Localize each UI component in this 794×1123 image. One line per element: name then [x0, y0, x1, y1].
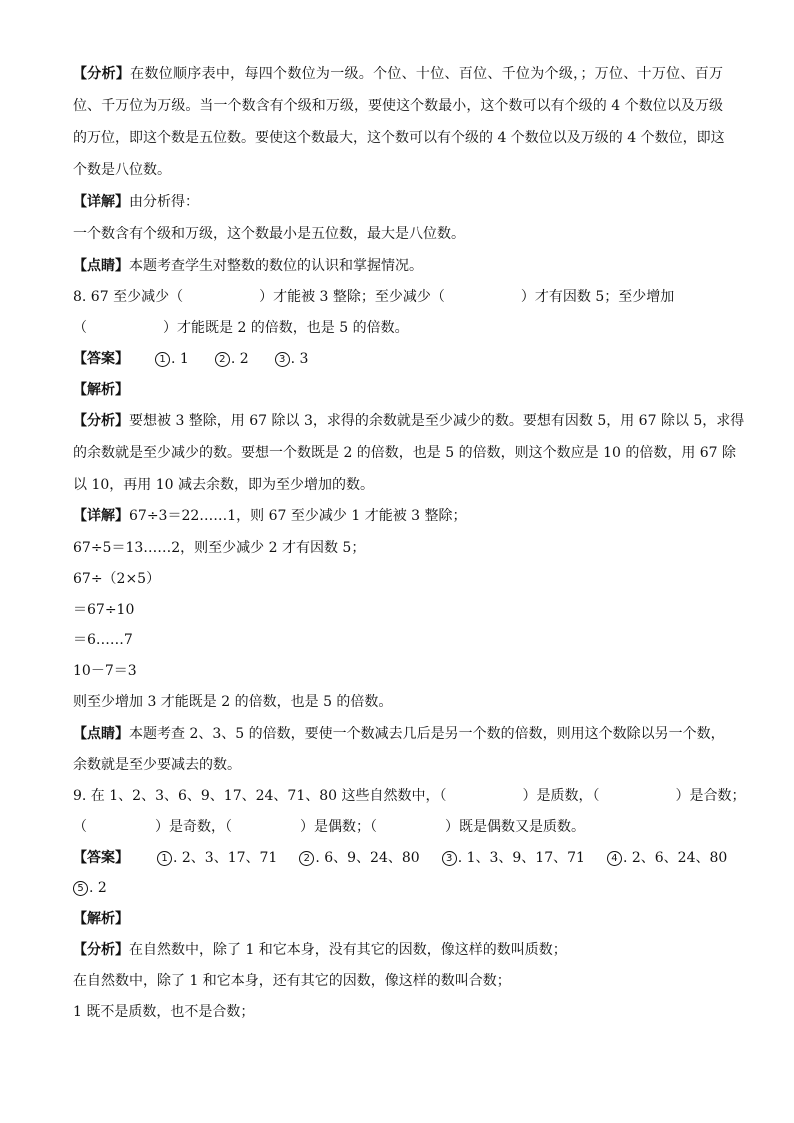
- circled-number: 2: [215, 352, 230, 367]
- prev-analysis-line-3: [73, 128, 723, 148]
- analysis-tag: 【分析】: [73, 942, 129, 958]
- detail-tag: 【详解】: [73, 194, 129, 210]
- text: 本题考查学生对整数的数位的认识和掌握情况。: [129, 258, 423, 274]
- q8-answer-line: [73, 349, 723, 369]
- text: . 1: [171, 351, 189, 367]
- q8-detail-line-3: [73, 569, 723, 589]
- text: . 3: [290, 351, 309, 367]
- q8-detail-line-6: [73, 661, 723, 681]
- text: 由分析得：: [129, 194, 199, 210]
- circled-number: 3: [275, 352, 290, 367]
- circled-number: 4: [607, 851, 622, 866]
- circled-number: 2: [299, 851, 314, 866]
- q8-detail-line-1: [73, 506, 723, 526]
- q9-jiexi-line: [73, 909, 723, 929]
- circled-number: 5: [73, 881, 88, 896]
- text: . 2: [89, 880, 107, 896]
- text: ）既是偶数又是质数。: [445, 819, 585, 835]
- q8-analysis-line-1: [73, 411, 745, 431]
- q9-analysis-line-1: [73, 940, 723, 960]
- text: . 2、3、17、71: [173, 850, 278, 866]
- answer-tag: 【答案】: [73, 850, 129, 866]
- q9-analysis-line-2: [73, 971, 723, 991]
- comment-tag: 【点睛】: [73, 258, 129, 274]
- q9-answer-5: [73, 880, 107, 896]
- text: 一个数含有个级和万级，这个数最小是五位数，最大是八位数。: [73, 226, 465, 242]
- text: 1 既不是质数，也不是合数；: [73, 1004, 255, 1020]
- q9-answer-line-1: [73, 848, 728, 868]
- text: （: [73, 320, 87, 336]
- text: 要想被 3 整除，用 67 除以 3，求得的余数就是至少减少的数。要想有因数 5，用 67 除以 5，求得: [129, 413, 745, 429]
- detail-tag: 【详解】: [73, 508, 129, 524]
- q8-question-line-2: [73, 318, 723, 338]
- q8-question-line-1: [73, 287, 723, 307]
- q8-detail-line-4: [73, 600, 723, 620]
- q8-detail-line-7: [73, 692, 723, 712]
- q9-answer-line-2: [73, 878, 723, 898]
- text: 在自然数中，除了 1 和它本身，没有其它的因数，像这样的数叫质数；: [129, 942, 567, 958]
- text: 位、千万位为万级。当一个数含有个级和万级，要使这个数最小，这个数可以有个级的 4 个数位以及万级: [73, 98, 723, 114]
- text: 个数是八位数。: [73, 162, 171, 178]
- answer-tag: 【答案】: [73, 351, 129, 367]
- circled-number: 1: [155, 352, 170, 367]
- q9-answer-2: [299, 850, 419, 866]
- circled-number: 3: [442, 851, 457, 866]
- text: . 2: [230, 351, 249, 367]
- jiexi-tag: 【解析】: [73, 382, 129, 398]
- text: 9. 在 1、2、3、6、9、17、24、71、80 这些自然数中，（: [73, 788, 447, 804]
- text: . 2、6、24、80: [622, 850, 728, 866]
- text: 在数位顺序表中，每四个数位为一级。个位、十位、百位、千位为个级，；万位、十万位、百万: [130, 66, 723, 82]
- q9-analysis-line-3: [73, 1002, 723, 1022]
- text: 67÷3＝22……1，则 67 至少减少 1 才能被 3 整除；: [129, 508, 467, 524]
- text: ）才有因数 5；至少增加: [520, 289, 675, 305]
- prev-analysis-line-4: [73, 160, 723, 180]
- analysis-tag: 【分析】: [73, 66, 131, 82]
- text: ）才能被 3 整除；至少减少（: [259, 289, 445, 305]
- text: ）是合数；: [675, 788, 746, 804]
- prev-comment-line: [73, 256, 723, 276]
- text: ）是偶数；（: [300, 819, 377, 835]
- circled-number: 1: [157, 851, 172, 866]
- q9-answer-4: [607, 850, 727, 866]
- jiexi-tag: 【解析】: [73, 911, 129, 927]
- q9-question-line-2: [73, 817, 723, 837]
- text: ）是质数，（: [522, 788, 600, 804]
- q8-answer-1: [155, 351, 189, 367]
- text: （: [73, 819, 87, 835]
- q9-question-line-1: [73, 786, 746, 806]
- text: 则至少增加 3 才能既是 2 的倍数，也是 5 的倍数。: [73, 694, 393, 710]
- text: ）是奇数，（: [155, 819, 232, 835]
- prev-detail-line-1: [73, 192, 723, 212]
- text: 以 10，再用 10 减去余数，即为至少增加的数。: [73, 477, 374, 493]
- q8-detail-line-5: [73, 630, 723, 650]
- text: 67÷（2×5）: [73, 571, 161, 587]
- text: . 6、9、24、80: [315, 850, 420, 866]
- q9-answer-1: [157, 850, 277, 866]
- text: 的余数就是至少减少的数。要想一个数既是 2 的倍数，也是 5 的倍数，则这个数应是 10 的倍数，用 67 除: [73, 445, 737, 461]
- text: ＝6……7: [73, 632, 133, 648]
- q8-answer-2: [215, 351, 249, 367]
- text: 本题考查 2、3、5 的倍数，要使一个数减去几后是另一个数的倍数，则用这个数除以另一个数，: [129, 726, 725, 742]
- q8-comment-line-1: [73, 724, 723, 744]
- text: . 1、3、9、17、71: [457, 850, 585, 866]
- prev-analysis-line-2: [73, 96, 723, 116]
- q8-answer-3: [275, 351, 309, 367]
- text: ＝67÷10: [73, 602, 135, 618]
- q8-comment-line-2: [73, 755, 723, 775]
- analysis-tag: 【分析】: [73, 413, 129, 429]
- prev-analysis-line-1: [73, 64, 723, 84]
- text: 8. 67 至少减少（: [73, 289, 184, 305]
- comment-tag: 【点睛】: [73, 726, 129, 742]
- q9-answer-3: [442, 850, 585, 866]
- text: 67÷5＝13……2，则至少减少 2 才有因数 5；: [73, 540, 366, 556]
- q8-analysis-line-2: [73, 443, 737, 463]
- text: 10－7＝3: [73, 663, 137, 679]
- q8-jiexi-line: [73, 380, 723, 400]
- q8-detail-line-2: [73, 538, 723, 558]
- text: 余数就是至少要减去的数。: [73, 757, 241, 773]
- prev-detail-line-2: [73, 224, 723, 244]
- q8-analysis-line-3: [73, 475, 723, 495]
- text: 的万位，即这个数是五位数。要使这个数最大，这个数可以有个级的 4 个数位以及万级的 4 个数位，即这: [73, 130, 725, 146]
- text: 在自然数中，除了 1 和它本身，还有其它的因数，像这样的数叫合数；: [73, 973, 511, 989]
- text: ）才能既是 2 的倍数，也是 5 的倍数。: [163, 320, 409, 336]
